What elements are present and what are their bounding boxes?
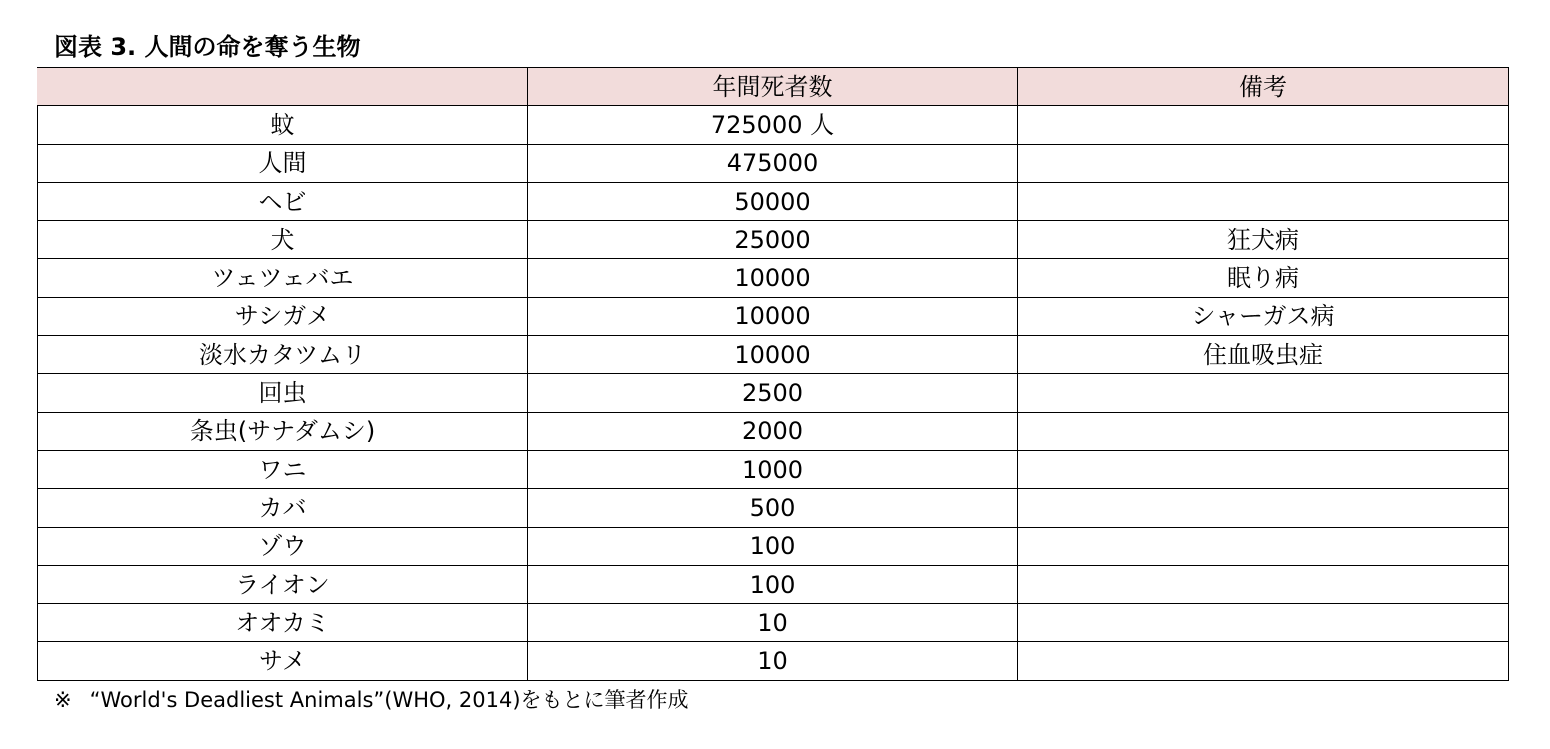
- header-annual-deaths: 年間死者数: [528, 68, 1018, 106]
- cell-animal: 蚊: [38, 106, 528, 144]
- table-row: [38, 221, 1509, 259]
- cell-note: [1018, 450, 1509, 488]
- cell-annual-deaths: 25000: [528, 221, 1018, 259]
- cell-note: 眠り病: [1018, 259, 1509, 297]
- cell-annual-deaths: 10000: [528, 336, 1018, 374]
- cell-animal: サシガメ: [38, 297, 528, 335]
- table-body: [38, 106, 1509, 680]
- cell-animal: ヘビ: [38, 182, 528, 220]
- cell-note: シャーガス病: [1018, 297, 1509, 335]
- cell-animal: ライオン: [38, 565, 528, 603]
- footnote-mark: ※: [54, 688, 72, 712]
- cell-note: [1018, 374, 1509, 412]
- cell-annual-deaths: 50000: [528, 182, 1018, 220]
- cell-note: [1018, 144, 1509, 182]
- cell-note: [1018, 604, 1509, 642]
- cell-annual-deaths: 725000 人: [528, 106, 1018, 144]
- table-row: [38, 374, 1509, 412]
- cell-animal: カバ: [38, 489, 528, 527]
- cell-annual-deaths: 500: [528, 489, 1018, 527]
- table-row: [38, 450, 1509, 488]
- cell-animal: ツェツェバエ: [38, 259, 528, 297]
- cell-note: [1018, 412, 1509, 450]
- source-footnote: [54, 686, 689, 714]
- cell-annual-deaths: 10000: [528, 259, 1018, 297]
- cell-annual-deaths: 2000: [528, 412, 1018, 450]
- cell-annual-deaths: 10: [528, 604, 1018, 642]
- cell-animal: ゾウ: [38, 527, 528, 565]
- table-row: [38, 182, 1509, 220]
- table-row: [38, 642, 1509, 680]
- figure-caption: 図表 3. 人間の命を奪う生物: [54, 33, 361, 61]
- cell-animal: 条虫(サナダムシ): [38, 412, 528, 450]
- cell-annual-deaths: 1000: [528, 450, 1018, 488]
- table-row: [38, 527, 1509, 565]
- cell-animal: 淡水カタツムリ: [38, 336, 528, 374]
- cell-annual-deaths: 100: [528, 565, 1018, 603]
- table-row: [38, 297, 1509, 335]
- cell-animal: サメ: [38, 642, 528, 680]
- cell-note: [1018, 565, 1509, 603]
- cell-annual-deaths: 2500: [528, 374, 1018, 412]
- table-row: [38, 412, 1509, 450]
- cell-note: [1018, 489, 1509, 527]
- cell-note: 狂犬病: [1018, 221, 1509, 259]
- cell-animal: ワニ: [38, 450, 528, 488]
- header-notes: 備考: [1018, 68, 1509, 106]
- cell-annual-deaths: 100: [528, 527, 1018, 565]
- cell-animal: 人間: [38, 144, 528, 182]
- cell-note: [1018, 527, 1509, 565]
- cell-annual-deaths: 10000: [528, 297, 1018, 335]
- table-row: [38, 144, 1509, 182]
- cell-note: [1018, 642, 1509, 680]
- header-animal: [38, 68, 528, 106]
- table-row: [38, 565, 1509, 603]
- table-row: [38, 106, 1509, 144]
- table-row: [38, 259, 1509, 297]
- table-row: [38, 336, 1509, 374]
- cell-note: 住血吸虫症: [1018, 336, 1509, 374]
- footnote-text: “World's Deadliest Animals”(WHO, 2014)をもとに筆者作成: [89, 688, 689, 712]
- cell-note: [1018, 106, 1509, 144]
- cell-note: [1018, 182, 1509, 220]
- cell-annual-deaths: 10: [528, 642, 1018, 680]
- cell-animal: オオカミ: [38, 604, 528, 642]
- table-header-row: [38, 68, 1509, 106]
- table-row: [38, 604, 1509, 642]
- cell-animal: 回虫: [38, 374, 528, 412]
- table-row: [38, 489, 1509, 527]
- deadly-animals-table: [37, 67, 1509, 681]
- cell-annual-deaths: 475000: [528, 144, 1018, 182]
- cell-animal: 犬: [38, 221, 528, 259]
